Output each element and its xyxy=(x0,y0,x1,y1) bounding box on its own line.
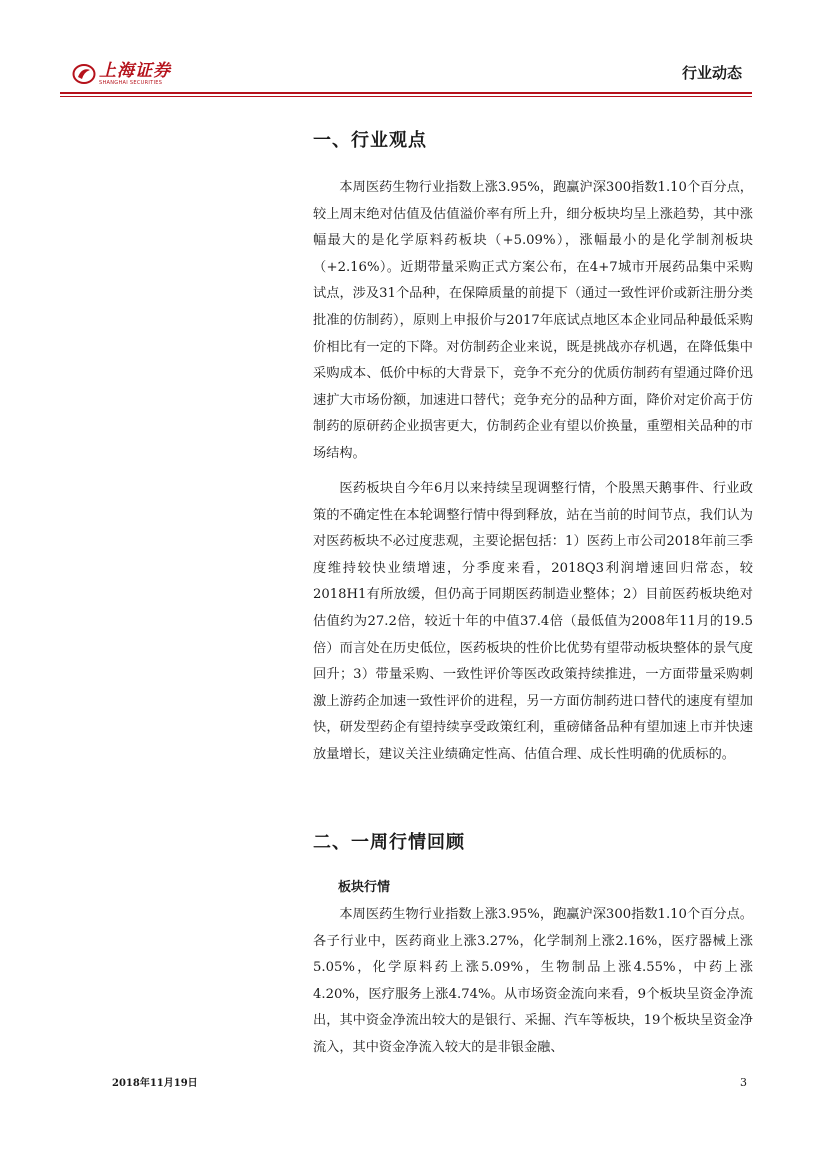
paragraph-sector-outlook xyxy=(313,476,753,769)
paragraph-weekly-summary xyxy=(313,175,753,468)
section-heading-weekly-review: 二、一周行情回顾 xyxy=(313,832,465,853)
header-divider xyxy=(60,92,752,94)
logo-emblem-icon xyxy=(72,63,96,85)
company-logo xyxy=(72,62,171,86)
paragraph-sector-performance xyxy=(313,902,753,1062)
header-divider-thin xyxy=(60,96,752,97)
logo-english-name: SHANGHAI SECURITIES xyxy=(99,80,163,86)
paragraph-text: 医药板块自今年6月以来持续呈现调整行情，个股黑天鹅事件、行业政策的不确定性在本轮调整行情中得到释放，站在当前的时间节点，我们认为对医药板块不必过度悲观，主要论据包括：1）医药上市公司2018年前三季度维持较快业绩增速，分季度来看，2018Q3利润增速回归常态，较2018H1有所放缓，但仍高于同期医药制造业整体；2）目前医药板块绝对估值约为27.2倍，较近十年的中值37.4倍（最低值为2008年11月的19.5倍）而言处在历史低位，医药板块的性价比优势有望带动板块整体的景气度回升；3）带量采购、一致性评价等医改政策持续推进，一方面带量采购刺激上游药企加速一致性评价的进程，另一方面仿制药进口替代的速度有望加快，研发型药企有望持续享受政策红利，重磅储备品种有望加速上市并快速放量增长，建议关注业绩确定性高、估值合理、成长性明确的优质标的。 xyxy=(313,481,753,762)
section-heading-industry-view: 一、行业观点 xyxy=(313,130,427,151)
footer-date: 2018年11月19日 xyxy=(112,1078,198,1089)
header-title: 行业动态 xyxy=(681,64,742,82)
page-number: 3 xyxy=(740,1076,747,1089)
page-header xyxy=(60,52,752,92)
paragraph-text: 本周医药生物行业指数上涨3.95%，跑赢沪深300指数1.10个百分点。各子行业中，医药商业上涨3.27%，化学制剂上涨2.16%，医疗器械上涨5.05%，化学原料药上涨5.09%，生物制品上涨4.55%，中药上涨4.20%，医疗服务上涨4.74%。从市场资金流向来看，9个板块呈资金净流出，其中资金净流出较大的是银行、采掘、汽车等板块，19个板块呈资金净流入，其中资金净流入较大的是非银金融、 xyxy=(313,907,753,1055)
paragraph-text: 本周医药生物行业指数上涨3.95%，跑赢沪深300指数1.10个百分点，较上周末绝对估值及估值溢价率有所上升，细分板块均呈上涨趋势，其中涨幅最大的是化学原料药板块（+5.09%），涨幅最小的是化学制剂板块（+2.16%）。近期带量采购正式方案公布，在4+7城市开展药品集中采购试点，涉及31个品种，在保障质量的前提下（通过一致性评价或新注册分类批准的仿制药），原则上申报价与2017年底试点地区本企业同品种最低采购价相比有一定的下降。对仿制药企业来说，既是挑战亦存机遇，在降低集中采购成本、低价中标的大背景下，竞争不充分的优质仿制药有望通过降价迅速扩大市场份额，加速进口替代；竞争充分的品种方面，降价对定价高于仿制药的原研药企业损害更大，仿制药企业有望以价换量，重塑相关品种的市场结构。 xyxy=(313,180,753,461)
logo-chinese-name: 上海证券 xyxy=(99,61,171,81)
subheading-sector-market: 板块行情 xyxy=(338,880,391,895)
